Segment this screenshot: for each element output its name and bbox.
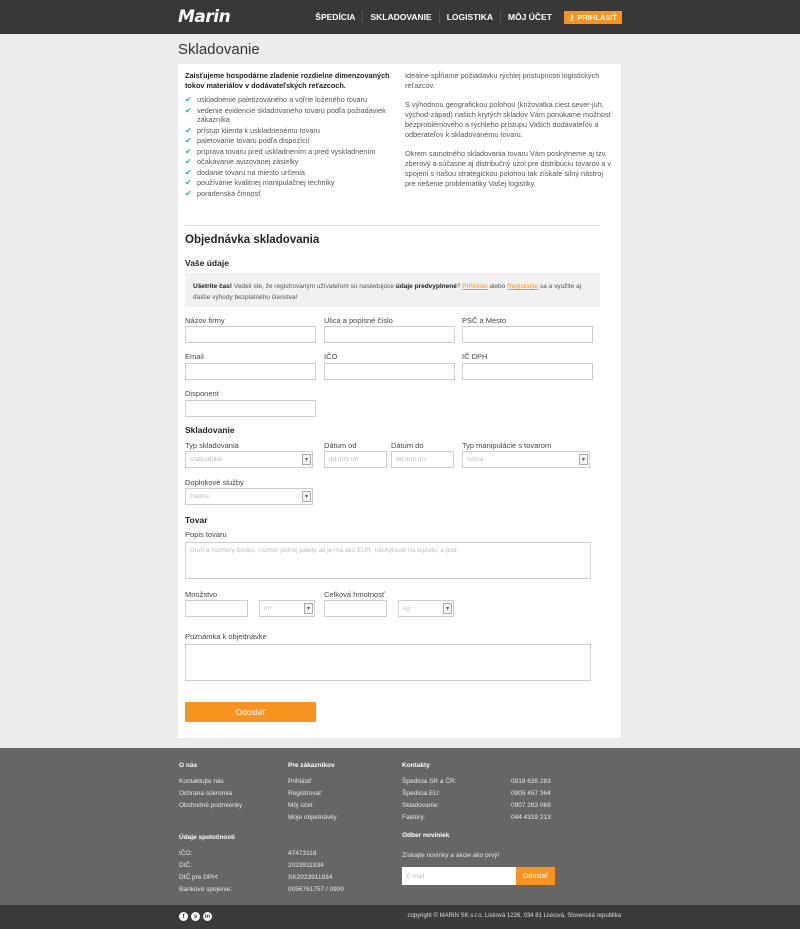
footer-contacts-labels: Špedícia SR a ČR: Špedícia EU: Skladovanie: Faktúry: [402, 778, 457, 821]
login-link[interactable]: Prihláste [462, 283, 488, 290]
login-button[interactable] [564, 11, 622, 24]
quantity-input[interactable] [185, 600, 248, 617]
chevron-down-icon: ▾ [302, 491, 311, 502]
list-item: ✔ prístup klienta k uskladnenému tovaru [185, 125, 320, 135]
intro-paragraph: S výhodnou geografickou polohou (križovatka ciest sever-juh, východ-západ) našich krytých skladov Vám ponúkame možnosť bezproblémového a rýchleho prístupu Vašich dodávateľov a odberateľov k skladovanému tovaru. [405, 100, 612, 139]
list-item: ✔ príprava tovaru pred uskladnením a pred vyskladnením [185, 146, 376, 156]
footer-link[interactable]: Môj účet [288, 802, 313, 809]
list-item: ✔ paletovanie tovaru podľa dispozícií [185, 136, 310, 145]
nav-skladovanie[interactable]: SKLADOVANIE [362, 11, 438, 23]
email-input[interactable] [185, 363, 316, 380]
copyright: copyright © MARIN SK s.r.o. Lisková 1226, 034 81 Lisková, Slovenská republika [407, 913, 621, 919]
footer-customers-title: Pre zákazníkov [288, 762, 335, 769]
check-icon: ✔ [185, 157, 192, 166]
intro-left [185, 71, 395, 199]
footer-link[interactable]: Prihlásiť [288, 778, 312, 785]
main-nav [308, 0, 622, 34]
social-links [179, 912, 212, 921]
footer-contacts-values: 0918 635 283 0905 457 364 0907 283 069 044 4319 213 [511, 778, 551, 821]
section-storage-title: Skladovanie [185, 425, 235, 435]
list-item: ✔ dodanie tovaru na miesto určenia [185, 167, 305, 177]
check-icon: ✔ [185, 188, 192, 198]
chevron-down-icon: ▾ [579, 454, 588, 465]
storage-type-label: Typ skladovania [185, 441, 239, 450]
date-from-input[interactable]: dd.mm.rrrr [324, 451, 387, 468]
check-icon: ✔ [185, 105, 192, 115]
check-icon: ✔ [185, 146, 192, 156]
footer-link[interactable]: Registrovať [288, 790, 322, 797]
footer-newsletter-title: Odber noviniek [402, 832, 450, 839]
footer-about-title: O nás [179, 762, 198, 769]
icdph-label: IČ DPH [462, 352, 488, 361]
facebook-icon[interactable]: f [179, 912, 188, 921]
storage-type-select[interactable]: krátkodobé ▾ [185, 451, 313, 468]
footer-link[interactable]: Obchodné podmienky [179, 802, 243, 809]
footer-link[interactable]: Kontaktujte nás [179, 778, 224, 785]
benefits-list [185, 95, 395, 198]
icdph-input[interactable] [462, 363, 593, 380]
street-input[interactable] [324, 326, 455, 343]
footer [0, 748, 800, 905]
check-icon: ✔ [185, 178, 192, 187]
footer-company-labels: IČO: DIČ: DIČ pre DPH: Bankové spojenie: [179, 850, 233, 893]
list-item: ✔ používanie kvalitnej manipulačnej techniky [185, 178, 335, 187]
date-to-input[interactable]: dd.mm.rrrr [391, 451, 454, 468]
intro-paragraph: Ideálne spĺňame požiadavku rýchlej pristupnosti logistických reťazcov. [405, 71, 600, 90]
zip-city-input[interactable] [462, 326, 593, 343]
goods-desc-label: Popis tovaru [185, 530, 227, 539]
date-from-label: Dátum od [324, 441, 357, 450]
list-item: ✔ vedenie evidencie skladovaného tovaru podľa požiadaviek zákazníka [185, 105, 386, 124]
key-icon: ⚷ [568, 12, 575, 22]
submit-button[interactable]: Odoslať [185, 702, 316, 722]
note-label: Poznámka k objednávke [185, 632, 267, 641]
chevron-down-icon: ▾ [443, 603, 452, 614]
intro-paragraph: Okrem samotného skladovania tovaru Vám poskytneme aj tzv. zberový a súčasne aj distribučný uzol pre distribúciu tovarov a v spojení s našou strategickou polohou tak získate silný nástroj pre riešenie problematiky Vašej logistiky. [405, 149, 612, 188]
bottom-bar [0, 905, 800, 929]
extra-services-label: Doplnkové služby [185, 478, 244, 487]
footer-newsletter-text: Získajte novinky a akcie ako prvý! [402, 852, 500, 859]
check-icon: ✔ [185, 125, 192, 135]
ico-label: IČO [324, 352, 338, 361]
section-contact-title: Vaše údaje [185, 258, 229, 268]
weight-unit-select[interactable]: kg ▾ [398, 600, 454, 617]
dispatcher-input[interactable] [185, 400, 316, 417]
footer-link[interactable]: Moje objednávky [288, 814, 337, 821]
footer-company-title: Údaje spoločnosti [179, 834, 235, 841]
dispatcher-label: Disponent [185, 389, 219, 398]
date-to-label: Dátum do [391, 441, 424, 450]
note-textarea[interactable] [185, 644, 591, 681]
company-label: Názov firmy [185, 316, 225, 325]
list-item: ✔ očakávanie avizovanej zásielky [185, 157, 299, 166]
chevron-down-icon: ▾ [302, 454, 311, 465]
register-link[interactable]: Registrujte [507, 283, 539, 290]
page-title: Skladovanie [178, 41, 260, 58]
intro-right [405, 71, 615, 198]
nav-spedicia[interactable]: ŠPEDÍCIA [315, 12, 356, 22]
weight-input[interactable] [324, 600, 387, 617]
form-title: Objednávka skladovania [185, 234, 320, 246]
login-label: PRIHLÁSIŤ [577, 12, 617, 22]
footer-about-links [179, 776, 242, 812]
footer-link[interactable]: Ochrana súkromia [179, 790, 233, 797]
extra-services-select[interactable]: žiadne ▾ [185, 488, 313, 505]
registration-notice: Ušetrite čas! Vedeli ste, že registrovaným užívateľom sú nasledujúce údaje predvyplnené? Prihláste alebo Registrujte sa a využite aj ďalšie výhody bezplatného členstva! [185, 273, 600, 307]
nav-moj-ucet[interactable]: MÔJ ÚČET [500, 11, 559, 23]
divider [185, 225, 600, 226]
list-item: ✔ uskladnenie paletizovaného a voľne loženého tovaru [185, 95, 368, 104]
chevron-down-icon: ▾ [304, 603, 313, 614]
street-label: Ulica a popisné číslo [324, 316, 393, 325]
content-panel [178, 64, 621, 738]
check-icon: ✔ [185, 95, 192, 104]
footer-contacts-title: Kontakty [402, 762, 430, 769]
newsletter-submit-button[interactable]: Odoslať [516, 867, 555, 885]
footer-company-values: 47473118 2023911934 SK2023911934 0056761757 / 0900 [288, 850, 345, 893]
weight-label: Celková hmotnosť [324, 590, 385, 599]
list-item: ✔ poradenská činnosť [185, 188, 261, 198]
logo[interactable]: Marin [178, 7, 231, 27]
handling-select[interactable]: ručná ▾ [462, 451, 590, 468]
handling-label: Typ manipulácie s tovarom [462, 441, 552, 450]
company-input[interactable] [185, 326, 316, 343]
nav-logistika[interactable]: LOGISTIKA [439, 11, 500, 23]
top-bar [0, 0, 800, 34]
footer-customers-links [288, 776, 337, 824]
intro-lead: Zaisťujeme hospodárne zladenie rozdielne dimenzovaných tokov materiálov v dodávateľských reťazcoch. [185, 71, 390, 90]
check-icon: ✔ [185, 167, 192, 177]
newsletter-email-input[interactable]: E-mail [402, 867, 516, 885]
linkedin-icon[interactable]: in [204, 913, 211, 920]
ico-input[interactable] [324, 363, 455, 380]
goods-desc-textarea[interactable]: Druh a rozmery tovaru, rozmer jednej palety ak je má ako EUR, náchylnosť na teplotu, a pod. [185, 542, 591, 579]
section-goods-title: Tovar [185, 515, 208, 525]
check-icon: ✔ [185, 136, 192, 145]
zip-label: PSČ a Mesto [462, 316, 507, 325]
quantity-label: Množstvo [185, 590, 218, 599]
email-label: Email [185, 352, 204, 361]
skype-icon[interactable]: s [191, 912, 200, 921]
quantity-unit-select[interactable]: m³ ▾ [259, 600, 315, 617]
